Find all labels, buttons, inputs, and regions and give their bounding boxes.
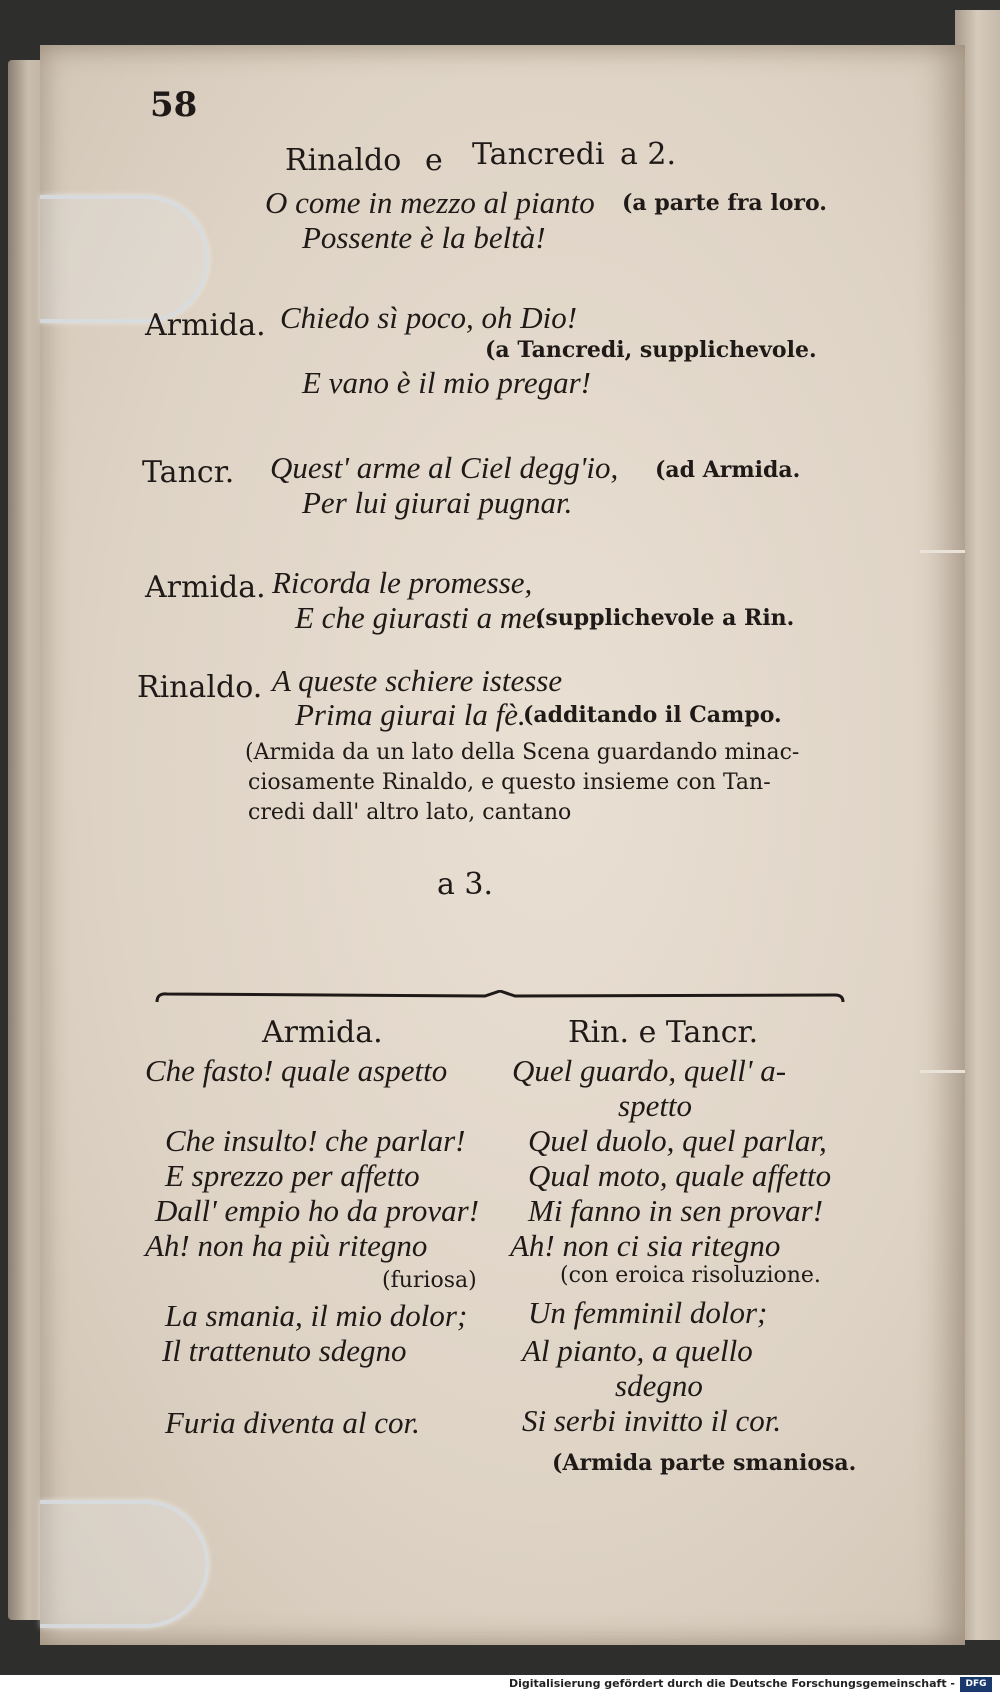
stage-direction: credi dall' altro lato, cantano xyxy=(248,800,572,825)
speaker-name: Armida. xyxy=(145,308,266,343)
verse-line: O come in mezzo al pianto xyxy=(265,185,595,220)
footer-credit: Digitalisierung gefördert durch die Deutsche Forschungsgemeinschaft - xyxy=(508,1677,955,1690)
verse-line: E sprezzo per affetto xyxy=(165,1158,420,1193)
verse-line: Ricorda le promesse, xyxy=(272,565,533,600)
speaker-name: Tancr. xyxy=(142,455,235,490)
verse-line: Quest' arme al Ciel degg'io, xyxy=(270,450,619,485)
verse-line: Prima giurai la fè. xyxy=(295,697,526,732)
verse-line: Quel duolo, quel parlar, xyxy=(528,1123,827,1158)
heading-a2: a 2. xyxy=(620,137,677,172)
page-number: 58 xyxy=(150,85,198,125)
stage-direction: (a parte fra loro. xyxy=(622,190,827,216)
verse-line: sdegno xyxy=(615,1368,703,1403)
heading-name2: Tancredi xyxy=(472,137,605,172)
verse-line: Possente è la beltà! xyxy=(302,220,546,255)
digitization-footer xyxy=(0,1675,1000,1695)
verse-line: La smania, il mio dolor; xyxy=(165,1298,468,1333)
heading-conj: e xyxy=(425,143,443,178)
verse-line: Il trattenuto sdegno xyxy=(162,1333,407,1368)
dfg-logo: DFG xyxy=(960,1677,992,1692)
binding-thread xyxy=(920,1070,965,1073)
verse-line: Chiedo sì poco, oh Dio! xyxy=(280,300,578,335)
stage-direction: (Armida da un lato della Scena guardando minac- xyxy=(245,740,800,765)
stage-direction: (ad Armida. xyxy=(655,457,801,483)
verse-line: Al pianto, a quello xyxy=(522,1333,753,1368)
verse-line: Furia diventa al cor. xyxy=(165,1405,420,1440)
page-clip-top xyxy=(40,195,209,323)
stage-direction: (Armida parte smaniosa. xyxy=(552,1450,857,1476)
stage-direction: (furiosa) xyxy=(382,1268,477,1293)
verse-line: Dall' empio ho da provar! xyxy=(155,1193,480,1228)
verse-line: Mi fanno in sen provar! xyxy=(528,1193,824,1228)
ensemble-heading: a 3. xyxy=(437,867,494,902)
decorative-rule xyxy=(155,990,845,1004)
verse-line: A queste schiere istesse xyxy=(272,663,563,698)
stage-direction: (a Tancredi, supplichevole. xyxy=(485,337,817,363)
verse-line: Ah! non ci sia ritegno xyxy=(510,1228,781,1263)
verse-line: Qual moto, quale affetto xyxy=(528,1158,832,1193)
speaker-name: Rinaldo. xyxy=(137,670,263,705)
verse-line: Si serbi invitto il cor. xyxy=(522,1403,782,1438)
stage-direction: (supplichevole a Rin. xyxy=(535,605,795,631)
verse-line: E vano è il mio pregar! xyxy=(302,365,591,400)
speaker-name: Armida. xyxy=(145,570,266,605)
verse-line: Per lui giurai pugnar. xyxy=(302,485,573,520)
binding-thread xyxy=(920,550,965,553)
column-heading: Armida. xyxy=(262,1015,383,1050)
stage-direction: (additando il Campo. xyxy=(523,702,782,728)
verse-line: Un femminil dolor; xyxy=(528,1295,768,1330)
stage-direction: ciosamente Rinaldo, e questo insieme con Tan- xyxy=(248,770,771,795)
verse-line: spetto xyxy=(618,1088,693,1123)
verse-line: E che giurasti a me. xyxy=(295,600,544,635)
page-clip-bottom xyxy=(40,1500,209,1628)
column-heading: Rin. e Tancr. xyxy=(568,1015,759,1050)
verse-line: Ah! non ha più ritegno xyxy=(145,1228,428,1263)
verse-line: Che fasto! quale aspetto xyxy=(145,1053,448,1088)
stage-direction: (con eroica risoluzione. xyxy=(560,1263,821,1288)
verse-line: Che insulto! che parlar! xyxy=(165,1123,466,1158)
heading-name: Rinaldo xyxy=(285,143,402,178)
verse-line: Quel guardo, quell' a- xyxy=(512,1053,787,1088)
